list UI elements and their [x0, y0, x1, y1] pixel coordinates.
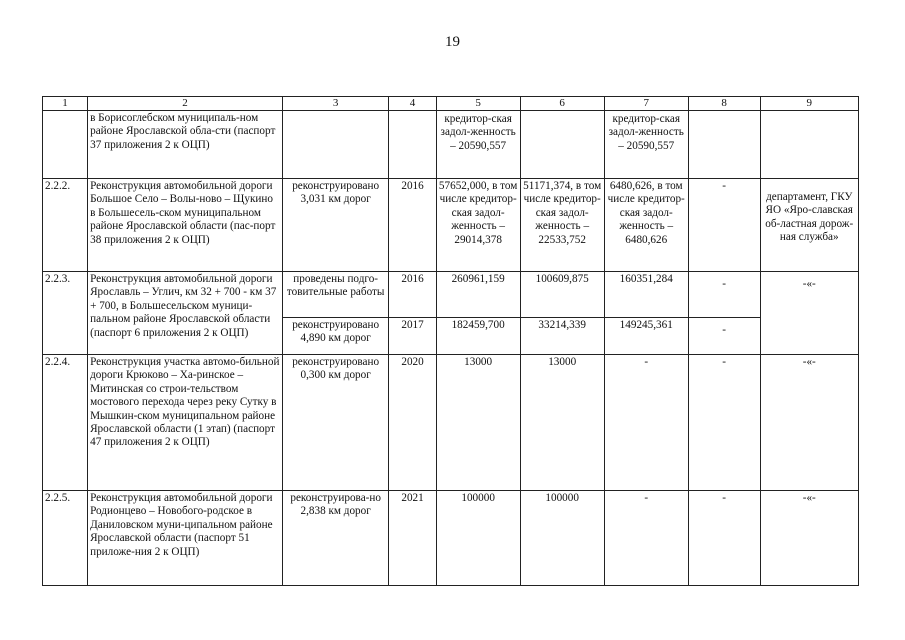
row-other: - [688, 318, 760, 355]
row-id [43, 111, 88, 179]
table-row [43, 111, 859, 179]
row-executor: -«- [760, 491, 859, 586]
row-id: 2.2.2. [43, 179, 88, 272]
row-regional: 100609,875 [520, 272, 604, 318]
row-executor: -«- [760, 355, 859, 491]
row-other: - [688, 272, 760, 318]
table-row [43, 272, 859, 318]
row-total: 100000 [436, 491, 520, 586]
row-work: реконструирова-но 2,838 км дорог [282, 491, 389, 586]
row-regional: 100000 [520, 491, 604, 586]
row-federal: 160351,284 [604, 272, 688, 318]
row-id: 2.2.5. [43, 491, 88, 586]
row-work [282, 111, 389, 179]
row-year: 2016 [389, 179, 436, 272]
row-name: в Борисоглебском муниципаль-ном районе Ярославской обла-сти (паспорт 37 приложения 2 к ОЦП) [88, 111, 283, 179]
row-year: 2020 [389, 355, 436, 491]
header-col-9: 9 [760, 97, 859, 111]
row-other: - [688, 491, 760, 586]
header-col-5: 5 [436, 97, 520, 111]
header-col-3: 3 [282, 97, 389, 111]
header-row [43, 97, 859, 111]
row-work: реконструировано 0,300 км дорог [282, 355, 389, 491]
row-federal: кредитор-ская задол-женность – 20590,557 [604, 111, 688, 179]
row-other: - [688, 179, 760, 272]
table-row [43, 491, 859, 586]
row-federal: - [604, 491, 688, 586]
header-col-7: 7 [604, 97, 688, 111]
row-regional: 51171,374, в том числе кредитор-ская задол-женность – 22533,752 [520, 179, 604, 272]
row-id: 2.2.3. [43, 272, 88, 355]
row-total: 57652,000, в том числе кредитор-ская задол-женность – 29014,378 [436, 179, 520, 272]
row-name: Реконструкция автомобильной дороги Ярославль – Углич, км 32 + 700 - км 37 + 700, в Большесельском муници-пальном районе Ярославской области (паспорт 6 приложения 2 к ОЦП) [88, 272, 283, 355]
row-total: кредитор-ская задол-женность – 20590,557 [436, 111, 520, 179]
row-work: проведены подго-товительные работы [282, 272, 389, 318]
row-federal: - [604, 355, 688, 491]
row-id: 2.2.4. [43, 355, 88, 491]
header-col-4: 4 [389, 97, 436, 111]
row-year: 2021 [389, 491, 436, 586]
row-federal: 149245,361 [604, 318, 688, 355]
row-executor: департамент, ГКУ ЯО «Яро-славская об-ластная дорож-ная служба» [760, 179, 859, 272]
row-name: Реконструкция автомобильной дороги Большое Село – Волы-ново – Щукино в Большесель-ском муниципальном районе Ярославской области (пас-порт 38 приложения 2 к ОЦП) [88, 179, 283, 272]
row-name: Реконструкция участка автомо-бильной дороги Крюково – Ха-ринское – Митинская со строи-тельством мостового перехода через реку Сутку в Мышкин-ском муниципальном районе Ярославской области (1 этап) (паспорт 47 приложения 2 к ОЦП) [88, 355, 283, 491]
row-executor [760, 111, 859, 179]
row-total: 182459,700 [436, 318, 520, 355]
row-regional: 13000 [520, 355, 604, 491]
row-name: Реконструкция автомобильной дороги Родионцево – Новобого-родское в Даниловском муни-ципальном районе Ярославской области (паспорт 51 приложе-ния 2 к ОЦП) [88, 491, 283, 586]
row-total: 13000 [436, 355, 520, 491]
row-regional [520, 111, 604, 179]
row-other [688, 111, 760, 179]
table-row [43, 355, 859, 491]
row-work: реконструировано 4,890 км дорог [282, 318, 389, 355]
header-col-6: 6 [520, 97, 604, 111]
row-regional: 33214,339 [520, 318, 604, 355]
row-total: 260961,159 [436, 272, 520, 318]
table-row [43, 179, 859, 272]
page-number: 19 [445, 34, 460, 50]
header-col-2: 2 [88, 97, 283, 111]
row-work: реконструировано 3,031 км дорог [282, 179, 389, 272]
header-col-8: 8 [688, 97, 760, 111]
row-other: - [688, 355, 760, 491]
row-executor: -«- [760, 272, 859, 355]
header-col-1: 1 [43, 97, 88, 111]
row-federal: 6480,626, в том числе кредитор-ская задол-женность – 6480,626 [604, 179, 688, 272]
row-year [389, 111, 436, 179]
program-table [42, 96, 859, 586]
row-year: 2016 [389, 272, 436, 318]
row-year: 2017 [389, 318, 436, 355]
